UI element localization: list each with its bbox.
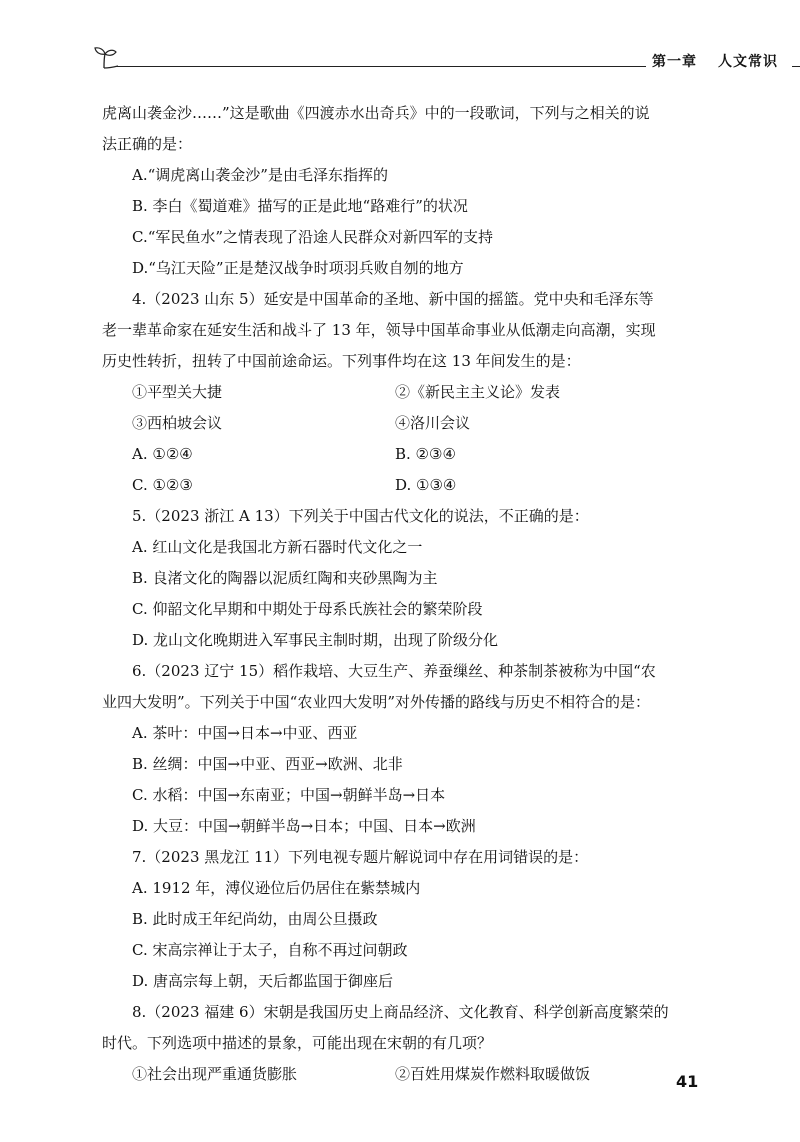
option-a: A. 茶叶：中国→日本→中亚、西亚 [132,724,358,742]
option-d: D.“乌江天险”正是楚汉战争时项羽兵败自刎的地方 [132,259,464,277]
option-b: B. 良渚文化的陶器以泥质红陶和夹砂黑陶为主 [132,569,438,587]
option-b: B. ②③④ [395,445,456,463]
page-number: 41 [676,1072,699,1091]
question-8: 8.（2023 福建 6）宋朝是我国历史上商品经济、文化教育、科学创新高度繁荣的 [132,1003,669,1021]
option-d: D. ①③④ [395,476,457,494]
header-rule-end [792,66,800,67]
question-6: 6.（2023 辽宁 15）稻作栽培、大豆生产、养蚕缫丝、种茶制茶被称为中国“农 [132,662,656,680]
option-c: C. 宋高宗禅让于太子，自称不再过问朝政 [132,941,408,959]
option-d: D. 唐高宗每上朝，天后都监国于御座后 [132,972,394,990]
statement-3: ③西柏坡会议 [132,414,223,432]
statement-2: ②《新民主主义论》发表 [395,383,561,401]
statement-1: ①平型关大捷 [132,383,223,401]
option-c: C.“军民鱼水”之情表现了沿途人民群众对新四军的支持 [132,228,494,246]
statement-1: ①社会出现严重通货膨胀 [132,1065,298,1083]
option-c: C. 水稻：中国→东南亚；中国→朝鲜半岛→日本 [132,786,446,804]
option-c: C. ①②③ [132,476,193,494]
text-line: 法正确的是： [102,135,193,153]
question-4: 4.（2023 山东 5）延安是中国革命的圣地、新中国的摇篮。党中央和毛泽东等 [132,290,654,308]
option-b: B. 李白《蜀道难》描写的正是此地“路难行”的状况 [132,197,468,215]
text-line: 虎离山袭金沙……”这是歌曲《四渡赤水出奇兵》中的一段歌词，下列与之相关的说 [102,104,650,122]
chapter-label: 第一章 [652,54,697,70]
sprout-icon [92,44,118,70]
question-5: 5.（2023 浙江 A 13）下列关于中国古代文化的说法，不正确的是： [132,507,589,525]
text-line: 老一辈革命家在延安生活和战斗了 13 年，领导中国革命事业从低潮走向高潮，实现 [102,321,656,339]
statement-2: ②百姓用煤炭作燃料取暖做饭 [395,1065,591,1083]
statement-4: ④洛川会议 [395,414,471,432]
text-line: 历史性转折，扭转了中国前途命运。下列事件均在这 13 年间发生的是： [102,352,581,370]
option-b: B. 丝绸：中国→中亚、西亚→欧洲、北非 [132,755,403,773]
option-c: C. 仰韶文化早期和中期处于母系氏族社会的繁荣阶段 [132,600,483,618]
text-line: 时代。下列选项中描述的景象，可能出现在宋朝的有几项？ [102,1034,493,1052]
option-b: B. 此时成王年纪尚幼，由周公旦摄政 [132,910,378,928]
option-a: A.“调虎离山袭金沙”是由毛泽东指挥的 [132,166,388,184]
option-d: D. 龙山文化晚期进入军事民主制时期，出现了阶级分化 [132,631,499,649]
option-a: A. 1912 年，溥仪逊位后仍居住在紫禁城内 [132,879,421,897]
option-a: A. 红山文化是我国北方新石器时代文化之一 [132,538,423,556]
chapter-topic: 人文常识 [718,54,778,70]
header-rule [116,66,646,67]
text-line: 业四大发明”。下列关于中国“农业四大发明”对外传播的路线与历史不相符合的是： [102,693,651,711]
running-header [92,44,778,72]
question-7: 7.（2023 黑龙江 11）下列电视专题片解说词中存在用词错误的是： [132,848,589,866]
option-a: A. ①②④ [132,445,193,463]
option-d: D. 大豆：中国→朝鲜半岛→日本；中国、日本→欧洲 [132,817,476,835]
